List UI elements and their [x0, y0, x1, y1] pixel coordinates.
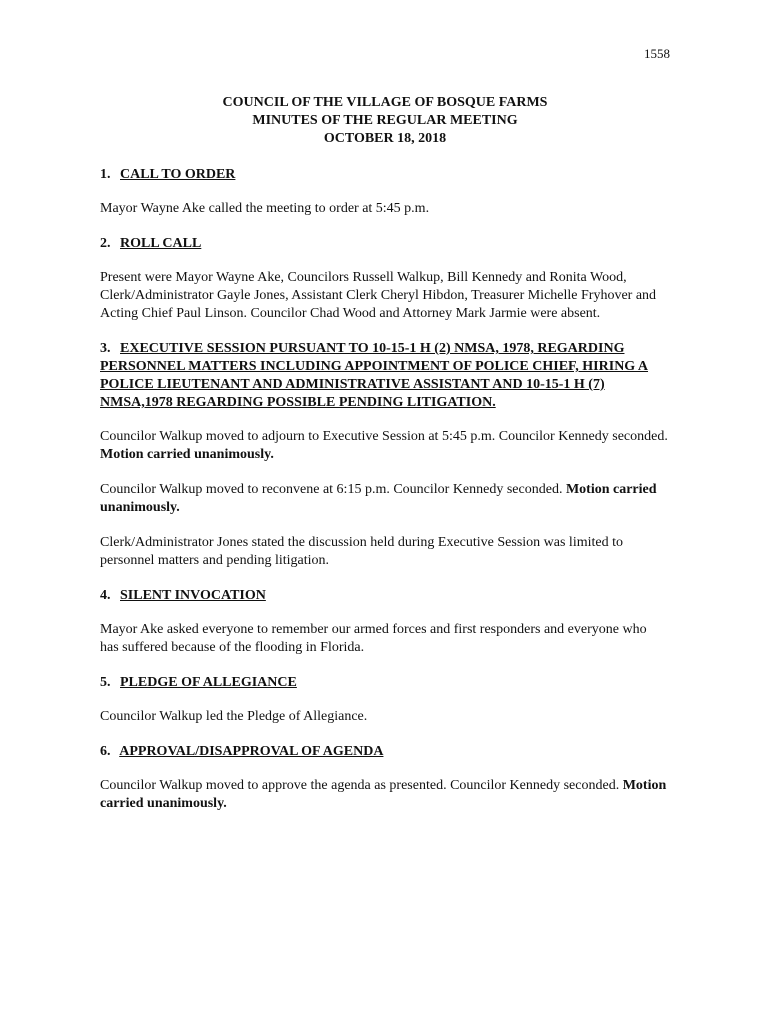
executive-session-statement-text: Clerk/Administrator Jones stated the discussion held during Executive Session was limited to personnel matters and pending litigation. — [100, 535, 623, 568]
executive-session-reconvene-text — [100, 481, 668, 517]
title-line-council: COUNCIL OF THE VILLAGE OF BOSQUE FARMS — [222, 95, 548, 110]
document-body — [100, 166, 668, 830]
agenda-approval-text — [100, 777, 668, 813]
executive-session-adjourn-text — [100, 428, 668, 464]
motion-result: Motion carried unanimously. — [100, 482, 657, 515]
section-heading-pledge — [100, 674, 668, 692]
section-number: 1. — [100, 167, 111, 182]
section-number: 4. — [100, 588, 111, 603]
silent-invocation-text: Mayor Ake asked everyone to remember our armed forces and first responders and everyone who has suffered because of the flooding in Florida. — [100, 622, 647, 655]
section-number: 2. — [100, 236, 111, 251]
adjourn-motion: Councilor Walkup moved to adjourn to Executive Session at 5:45 p.m. Councilor Kennedy seconded. — [100, 429, 668, 444]
reconvene-motion: Councilor Walkup moved to reconvene at 6:15 p.m. Councilor Kennedy seconded. — [100, 482, 563, 497]
motion-result: Motion carried unanimously. — [100, 778, 667, 811]
section-title: SILENT INVOCATION — [120, 588, 266, 603]
section-number: 5. — [100, 675, 111, 690]
section-heading-executive-session — [100, 340, 668, 412]
pledge-text: Councilor Walkup led the Pledge of Allegiance. — [100, 709, 368, 724]
section-title: APPROVAL/DISAPPROVAL OF AGENDA — [119, 744, 384, 759]
agenda-motion: Councilor Walkup moved to approve the agenda as presented. Councilor Kennedy seconded. — [100, 778, 620, 793]
section-heading-call-to-order — [100, 166, 668, 184]
section-title: EXECUTIVE SESSION PURSUANT TO 10-15-1 H (2) NMSA, 1978, REGARDING PERSONNEL MATTERS INCLUDING APPOINTMENT OF POLICE CHIEF, HIRING A POLICE LIEUTENANT AND ADMINISTRATIVE ASSISTANT AND 10-15-1 H (7) NMSA,1978 REGARDING POSSIBLE PENDING LITIGATION. — [100, 341, 649, 410]
call-to-order-text: Mayor Wayne Ake called the meeting to order at 5:45 p.m. — [100, 201, 430, 216]
section-title: CALL TO ORDER — [120, 167, 236, 182]
section-heading-agenda — [100, 743, 668, 761]
section-title: ROLL CALL — [120, 236, 202, 251]
title-line-minutes: MINUTES OF THE REGULAR MEETING — [252, 113, 518, 128]
section-heading-silent-invocation — [100, 587, 668, 605]
title-line-date: OCTOBER 18, 2018 — [323, 131, 447, 146]
motion-result: Motion carried unanimously. — [100, 447, 274, 462]
roll-call-text: Present were Mayor Wayne Ake, Councilors Russell Walkup, Bill Kennedy and Ronita Wood, Clerk/Administrator Gayle Jones, Assistant Clerk Cheryl Hibdon, Treasurer Michelle Fryhover and Acting Chief Paul Linson. Councilor Chad Wood and Attorney Mark Jarmie were absent. — [100, 270, 657, 321]
section-number: 6. — [100, 744, 111, 759]
section-heading-roll-call — [100, 235, 668, 253]
page-number: 1558 — [644, 46, 670, 61]
section-title: PLEDGE OF ALLEGIANCE — [120, 675, 297, 690]
section-number: 3. — [100, 341, 111, 356]
document-title — [0, 94, 770, 148]
